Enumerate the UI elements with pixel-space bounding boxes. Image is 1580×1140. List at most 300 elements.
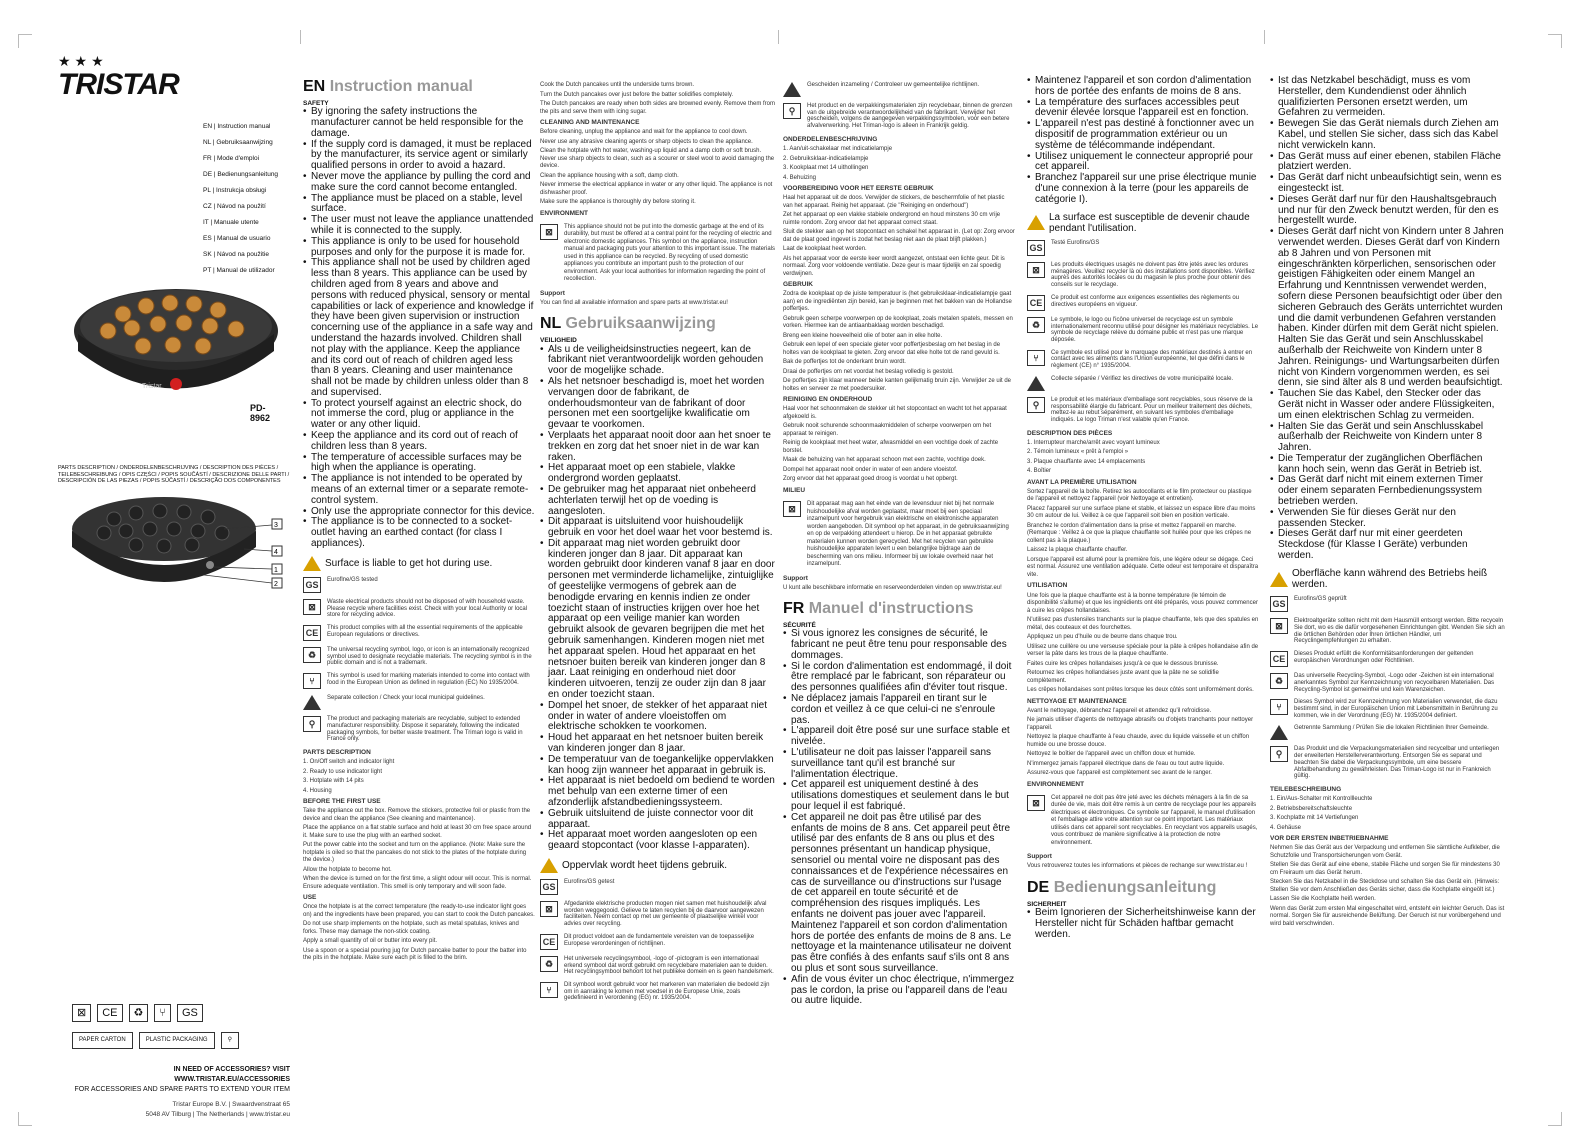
list-item: • Die Temperatur der zugänglichen Oberflächen kann hoch sein, wenn das Gerät in Betrieb ist. — [1270, 454, 1505, 476]
list-item: Sluit de stekker aan op het stopcontact en schakel het apparaat in. (Let op: Zorg ervoor dat de plaat goed ingevet is zodat het beslag niet aan de plaat blijft plakken.) — [783, 229, 1015, 243]
list-item: Clean the appliance housing with a soft, damp cloth. — [540, 172, 679, 179]
list-item: Gebruik geen scherpe voorwerpen op de kookplaat, zoals metalen spatels, messen en vorken. Hiermee kan de antiaanbaklaag worden beschadigd. — [783, 315, 1013, 330]
language-item: DE | Bedienungsanleitung — [203, 171, 279, 179]
product-diagram — [64, 489, 290, 599]
icon-text: Euroflne/GS tested — [327, 576, 378, 583]
plastic-recycle-label: PLASTIC PACKAGING — [139, 1032, 215, 1049]
icon-text: Ce symbole est utilisé pour le marquage des matériaux destinés à entrer en contact avec les aliments dans l'Union européenne, tel que défini dans le règlement (CE) n° 1935/2004. — [1051, 349, 1253, 370]
section-heading — [303, 78, 535, 96]
icon-text: Afgedankte elektrische producten mogen niet samen met huishoudelijk afval worden weggegooid. Gelieve te laten recyclen bij de daarvoor aangewezen faciliteiten. Neem contact op met uw gemeente of plaatselijke winkel voor advies over recycling. — [564, 901, 767, 928]
parts-caption: PARTS DESCRIPTION / ONDERDELENBESCHRIJVING / DESCRIPTION DES PIÈCES / TEILEBESCHREIBUNG / OPIS CZĘŚCI / POPIS SOUČÁSTÍ / DESCRIZIONE DELLE PARTI / DESCRIPCIÓN DE LAS PIEZAS / POPIS SÚČASTÍ / DESCRIÇÃO DOS COMPONENTES — [58, 465, 290, 485]
list-item: When the device is turned on for the first time, a slight odour will occur. This is normal. Ensure adequate ventilation. This smell is only temporary and will soon fade. — [303, 876, 532, 890]
icon-text: This product complies with all the essential requirements of the applicable European regulations or directives. — [327, 625, 523, 638]
list-item: • Das Gerät muss auf einer ebenen, stabilen Fläche platziert werden. — [1270, 152, 1505, 174]
ce-row — [303, 625, 535, 641]
list-item: • Tauchen Sie das Kabel, den Stecker oder das Gerät nicht in Wasser oder andere Flüssigkeiten, um einen elektrischen Schlag zu vermeiden. — [1270, 389, 1505, 421]
list-item: Do not use sharp implements on the hotplate, such as metal spatulas, knives and forks. These may damage the non-stick coating. — [303, 921, 519, 935]
gs-icon: GS — [540, 879, 558, 895]
list-item: • The user must not leave the appliance unattended while it is connected to the supply. — [303, 215, 535, 237]
list-item: • Si le cordon d'alimentation est endommagé, il doit être remplacé par le fabricant, son réparateur ou des personnes qualifiées afin d'éviter tout risque. — [783, 662, 1015, 694]
section-title: Gebruiksaanwijzing — [565, 315, 716, 333]
environment-row — [783, 501, 1015, 569]
language-item: IT | Manuale utente — [203, 219, 259, 227]
list-item: Cook the Dutch pancakes until the underside turns brown. — [540, 82, 695, 88]
list-item: • The appliance is to be connected to a socket-outlet having an earthed contact (for class I appliances). — [303, 517, 535, 549]
list-item: • Never move the appliance by pulling the cord and make sure the cord cannot become entangled. — [303, 172, 535, 194]
hot-surface-icon — [303, 556, 321, 571]
list-item: • The temperature of accessible surfaces may be high when the appliance is operating. — [303, 453, 535, 475]
list-item: • Gebruik uitsluitend de juiste connector voor dit apparaat. — [540, 809, 775, 831]
certification-row — [58, 949, 290, 1119]
language-item: ES | Manual de usuario — [203, 235, 271, 243]
fold-mark — [1264, 30, 1265, 44]
gs-icon: GS — [1027, 240, 1045, 256]
list-item: Stellen Sie das Gerät auf eine ebene, stabile Fläche und sorgen Sie für mindestens 30 cm Freiraum um das Gerät herum. — [1270, 862, 1500, 876]
list-item: Take the appliance out the box. Remove the stickers, protective foil or plastic from the device and clean the appliance (See cleaning and maintenance). — [303, 808, 531, 822]
section-title: Manuel d'instructions — [808, 600, 974, 618]
list-item: Gebruik een lepel of een speciale gieter voor poffertjesbeslag om het beslag in de holtes van de kookplaat te gieten. Zorg ervoor dat elke holte tot de rand gevuld is. — [783, 342, 1001, 356]
list-item: • Beim Ignorieren der Sicherheitshinweise kann der Hersteller nicht für Schäden haftbar gemacht werden. — [1027, 908, 1259, 940]
en-details — [303, 749, 535, 963]
subheading: ENVIRONNEMENT — [1027, 780, 1085, 788]
icon-text: This symbol is used for marking materials intended to come into contact with food in the European Union as defined in regulation (EC) No 1935/2004. — [327, 673, 530, 686]
list-item: • The appliance is not intended to be operated by means of an external timer or a separate remote-control system. — [303, 474, 535, 506]
triman-icon: ⚲ — [783, 103, 801, 119]
hot-surface-icon — [1270, 572, 1288, 587]
food-safe-icon: ⑂ — [154, 1004, 171, 1022]
brand-stars: ★★★ — [58, 53, 108, 69]
warning-text: La surface est susceptible de devenir chaude pendant l'utilisation. — [1049, 211, 1250, 234]
triman-row — [1270, 746, 1505, 780]
list-item: 3. Kochplatte mit 14 Vertiefungen — [1270, 815, 1359, 822]
ce-mark: CE — [97, 1004, 122, 1022]
callout-number: 3 — [274, 522, 278, 529]
paper-recycle-label: PAPER CARTON — [72, 1032, 133, 1049]
weee-icon: ⊠ — [72, 1004, 91, 1022]
subheading: ENVIRONMENT — [540, 209, 589, 217]
fold-mark — [300, 30, 301, 44]
list-item: • Keep the appliance and its cord out of reach of children less than 8 years. — [303, 431, 535, 453]
list-item: Never immerse the electrical appliance in water or any other liquid. The appliance is not dishwasher proof. — [540, 182, 773, 196]
section-heading — [1027, 879, 1259, 897]
callout-number: 1 — [274, 567, 278, 574]
accessories-note — [58, 1065, 290, 1094]
list-item: Nettoyez le boîtier de l'appareil avec un chiffon doux et humide. — [1027, 751, 1196, 758]
triman-row — [783, 103, 1015, 130]
list-item: Lorsque l'appareil est allumé pour la première fois, une légère odeur se dégage. Ceci est normal. Assurez une ventilation adéquate. Cette odeur est temporaire et disparaîtra vite. — [1027, 556, 1259, 578]
triman-icon: ⚲ — [1027, 397, 1045, 413]
list-item: 1. Interrupteur marche/arrêt avec voyant lumineux — [1027, 439, 1160, 446]
french-german-column — [1027, 76, 1259, 1100]
list-item: 1. On/Off switch and indicator light — [303, 759, 395, 766]
support-text: You can find all available information and spare parts at www.tristar.eu! — [540, 299, 728, 306]
language-item: NL | Gebruiksaanwijzing — [203, 139, 273, 147]
list-item: Once the hotplate is at the correct temperature (the ready-to-use indicator light goes on) and the ingredients have been prepared, you can start to cook the Dutch pancakes. — [303, 904, 535, 918]
recycle-row — [1027, 317, 1259, 344]
subheading: PARTS DESCRIPTION — [303, 749, 371, 757]
food-row — [1027, 350, 1259, 370]
list-item: 1. Aan/uit-schakelaar met indicatielampje — [783, 146, 893, 152]
list-item: Ne jamais utiliser d'agents de nettoyage abrasifs ou d'objets tranchants pour nettoyer l'appareil. — [1027, 717, 1254, 731]
food-safe-icon: ⑂ — [1270, 699, 1288, 715]
icon-text: Separate collection / Check your local municipal guidelines. — [327, 695, 485, 702]
list-item: Draai de poffertjes om net voordat het beslag volledig is gestold. — [783, 368, 954, 375]
ce-icon: CE — [1027, 295, 1045, 311]
food-safe-icon: ⑂ — [540, 982, 558, 998]
crop-mark — [1548, 1112, 1562, 1126]
subheading: AVANT LA PREMIÈRE UTILISATION — [1027, 478, 1137, 486]
list-item: • Maintenez l'appareil et son cordon d'alimentation hors de portée des enfants de moins de 8 ans. — [1027, 76, 1259, 98]
safety-list — [303, 107, 535, 550]
gs-row — [1270, 596, 1505, 612]
language-code: FR — [783, 600, 805, 618]
list-item: N'immergez jamais l'appareil électrique dans de l'eau ou tout autre liquide. — [1027, 760, 1225, 767]
list-item: • Het apparaat moet op een stabiele, vlakke ondergrond worden geplaatst. — [540, 463, 775, 485]
icon-text: Het universele recyclingsymbool, -logo of -pictogram is een internationaal erkend symbool dat wordt gebruikt om recyclebare materialen aan te duiden. Het recyclingsymbool behoort tot het publieke domein en is geen handelsmerk. — [564, 955, 774, 976]
subheading: REINIGING EN ONDERHOUD — [783, 396, 873, 404]
list-item: • Het apparaat is niet bedoeld om bediend te worden met behulp van een externe timer of een afzonderlijk afstandbedieningssysteem. — [540, 776, 775, 808]
icon-text: Dit product voldoet aan de fundamentele vereisten van de toepasselijke Europese verordeningen of richtlijnen. — [564, 933, 755, 947]
subheading: SICHERHEIT — [1027, 900, 1067, 908]
list-item: 4. Boîtier — [1027, 468, 1052, 475]
list-item: Place the appliance on a flat stable surface and hold at least 30 cm free space around it. Make sure to use the plug with an earthed socket. — [303, 825, 532, 839]
support-text: Vous retrouverez toutes les informations et pièces de rechange sur www.tristar.eu ! — [1027, 863, 1248, 870]
icon-text: Le symbole, le logo ou l'icône universel de recyclage est un symbole internationalement reconnu utilisé pour désigner les matériaux recyclables. Le symbole de recyclage relève du domaine public et n'est pas une marque déposée. — [1051, 316, 1259, 343]
list-item: 4. Gehäuse — [1270, 824, 1302, 831]
language-code: DE — [1027, 878, 1050, 896]
recycle-row — [540, 956, 775, 976]
ce-icon: CE — [540, 934, 558, 950]
separate-row — [783, 82, 1015, 97]
icon-text: Das universelle Recycling-Symbol, -Logo oder -Zeichen ist ein international anerkanntes Symbol zur Kennzeichnung von recycelbaren Materialien. Das Recycling-Symbol ist gemeinfrei und kein Warenzeichen. — [1294, 673, 1495, 693]
list-item: Stecken Sie das Netzkabel in die Steckdose und schalten Sie das Gerät ein. (Hinweis: Stellen Sie vor dem Anschließen des Geräts sicher, dass die Kochplatte eingeölt ist.) — [1270, 879, 1500, 893]
ce-row — [540, 934, 775, 950]
accessories-link[interactable]: WWW.TRISTAR.EU/ACCESSORIES — [174, 1075, 290, 1083]
cover-column — [58, 53, 290, 1118]
nl-details — [783, 136, 1015, 592]
list-item: • L'utilisateur ne doit pas laisser l'appareil sans surveillance tant qu'il est branché sur l'alimentation électrique. — [783, 748, 1015, 780]
english-dutch-column — [540, 80, 775, 1100]
list-item: Sortez l'appareil de la boîte. Retirez les autocollants et le film protecteur ou plastique de l'appareil et nettoyez l'appareil (voir Nettoyage et entretien). — [1027, 488, 1252, 503]
ce-icon: CE — [1270, 651, 1288, 667]
triman-icon: ⚲ — [303, 716, 321, 732]
separate-collection-icon — [1270, 725, 1288, 740]
gs-icon: GS — [303, 577, 321, 593]
food-safe-icon: ⑂ — [1027, 350, 1045, 366]
en-continued — [540, 82, 775, 307]
ce-row — [1027, 295, 1259, 311]
list-item: • Halten Sie das Gerät und sein Anschlusskabel außerhalb der Reichweite von Kindern unter 8 Jahren. — [1270, 422, 1505, 454]
list-item: 2. Ready to use indicator light — [303, 768, 383, 775]
list-item: Apply a small quantity of oil or butter into every pit. — [303, 938, 438, 945]
dutch-french-column — [783, 76, 1015, 1100]
german-column — [1270, 76, 1505, 1100]
hot-surface-icon — [1027, 215, 1045, 230]
crop-mark — [18, 1112, 32, 1126]
list-item: • Dieses Gerät darf nur für den Haushaltsgebrauch und nur für den Zweck benutzt werden, für den es hergestellt wurde. — [1270, 195, 1505, 227]
subheading: VOR DER ERSTEN INBETRIEBNAHME — [1270, 835, 1389, 843]
warning-text: Oppervlak wordt heet tijdens gebruik. — [562, 859, 728, 871]
hot-surface-icon — [540, 858, 558, 873]
list-item: • Only use the appropriate connector for this device. — [303, 507, 535, 518]
list-item: Wenn das Gerät zum ersten Mal eingeschaltet wird, entsteht ein leichter Geruch. Das ist normal. Sorgen Sie für ausreichende Belüftung. Der Geruch ist nur vorübergehend und wird bald verschwinden. — [1270, 905, 1505, 927]
icon-text: Dieses Produkt erfüllt die Konformitätsanforderungen der geltenden europäischen Verordnungen oder Richtlinien. — [1294, 651, 1474, 664]
list-item: Before cleaning, unplug the appliance and wait for the appliance to cool down. — [540, 129, 748, 136]
gs-row — [1027, 240, 1259, 256]
icon-text: Das Produkt und die Verpackungsmaterialien sind recycelbar und unterliegen der erweiterten Herstellerverantwortung. Entsorgen Sie es separat und beachten Sie dabei die Verpackungssymbole, um eine bessere Abfallbehandlung zu gewährleisten. Das Triman-Logo ist nur in Frankreich gültig. — [1294, 746, 1500, 780]
language-item: PT | Manual de utilizador — [203, 267, 275, 275]
subheading: VEILIGHEID — [540, 337, 577, 345]
triman-icon: ⚲ — [1270, 746, 1288, 762]
section-title: Bedienungsanleitung — [1053, 878, 1217, 896]
icon-text: Collecte séparée / Vérifiez les directives de votre municipalité locale. — [1051, 375, 1234, 382]
recycle-icon: ♻ — [303, 647, 321, 663]
list-item: Haal het apparaat uit de doos. Verwijder de stickers, de beschermfolie of het plastic van het apparaat. Reinig het apparaat. (zie "Reiniging en onderhoud") — [783, 195, 1005, 209]
subheading: Support — [783, 574, 808, 582]
food-safe-icon: ⑂ — [303, 673, 321, 689]
list-item: • If the supply cord is damaged, it must be replaced by the manufacturer, its service agent or similarly qualified persons in order to avoid a hazard. — [303, 140, 535, 172]
list-item: • Dieses Gerät darf nicht von Kindern unter 8 Jahren verwendet werden. Dieses Gerät darf von Kindern ab 8 Jahren und von Personen mit eingeschränkten körperlichen, sensorischen oder geistigen Fähigkeiten oder einem Mangel an Erfahrung und Kenntnissen verwendet werden, sofern diese Personen beaufsichtigt oder über den sicheren Gebrauch des Geräts unterrichtet wurden und die damit verbundenen Gefahren verstanden haben. Kinder dürfen mit dem Gerät nicht spielen. Halten Sie das Gerät und sein Anschlusskabel außerhalb der Reichweite von Kindern unter 8 Jahren. Reinigungs- und Wartungsarbeiten dürfen nicht von Kindern vorgenommen werden, es sei denn, sie sind älter als 8 und werden beaufsichtigt. — [1270, 227, 1505, 389]
list-item: De poffertjes zijn klaar wanneer beide kanten gelijkmatig bruin zijn. Verwijder ze uit de holtes en serveer ze met poedersuiker. — [783, 378, 1012, 392]
list-item: Dompel het apparaat nooit onder in water of een andere vloeistof. — [783, 466, 958, 473]
callout-number: 2 — [274, 581, 278, 588]
list-item: • Dompel het snoer, de stekker of het apparaat niet onder in water of andere vloeistoffen om elektrische schokken te voorkomen. — [540, 701, 775, 733]
list-item: Breng een kleine hoeveelheid olie of boter aan in elke holte. — [783, 332, 943, 339]
weee-icon: ⊠ — [783, 501, 801, 517]
safety-list — [1027, 76, 1259, 206]
icon-text: Dieses Symbol wird zur Kennzeichnung von Materialien verwendet, die dazu bestimmt sind, in der Europäischen Union mit Lebensmitteln in Berührung zu kommen, wie in der Verordnung (EG) Nr. 1935/2004 definiert. — [1294, 699, 1498, 719]
callout-number: 4 — [274, 549, 278, 556]
list-item: Avant le nettoyage, débranchez l'appareil et attendez qu'il refroidisse. — [1027, 707, 1212, 714]
list-item: • Utilisez uniquement le connecteur approprié pour cet appareil. — [1027, 152, 1259, 174]
list-item: Appliquez un peu d'huile ou de beurre dans chaque trou. — [1027, 634, 1178, 641]
list-item: Zodra de kookplaat op de juiste temperatuur is (het gebruiksklaar-indicatielampje gaat aan) en de ingrediënten zijn bereid, kan je beginnen met het bakken van de Hollandse poffertjes. — [783, 291, 1012, 313]
list-item: • By ignoring the safety instructions the manufacturer cannot be held responsible for the damage. — [303, 107, 535, 139]
subheading: NETTOYAGE ET MAINTENANCE — [1027, 697, 1127, 705]
list-item: • This appliance is only to be used for household purposes and only for the purpose it is made for. — [303, 237, 535, 259]
list-item: • Cet appareil ne doit pas être utilisé par des enfants de moins de 8 ans. Cet appareil peut être utilisé par des enfants de 8 ans ou plus et des personnes présentant un handicap physique, sensoriel ou mental voire ne disposant pas des connaissances et de l'expérience nécessaires en cas de surveillance ou d'instructions sur l'usage de cet appareil en toute sécurité et de compréhension des risques impliqués. Les enfants ne doivent pas jouer avec l'appareil. Maintenez l'appareil et son cordon d'alimentation hors de portée des enfants de moins de 8 ans. Le nettoyage et la maintenance utilisateur ne doivent pas être confiés à des enfants sauf s'ils ont 8 ans ou plus et sont sous surveillance. — [783, 813, 1015, 975]
subheading: BEFORE THE FIRST USE — [303, 798, 381, 806]
subheading: SÉCURITÉ — [783, 622, 816, 630]
icon-text: Getrennte Sammlung / Prüfen Sie die lokalen Richtlinien Ihrer Gemeinde. — [1294, 725, 1489, 732]
icon-text: The product and packaging materials are recyclable, subject to extended manufacturer responsibility. Dispose it separately, following the indicated packaging symbols, for better waste treatment. The Triman logo is valid in France only. — [327, 716, 523, 743]
list-item: • Si vous ignorez les consignes de sécurité, le fabricant ne peut être tenu pour responsable des dommages. — [783, 629, 1015, 661]
weee-row — [1270, 618, 1505, 645]
recycle-icon: ♻ — [129, 1004, 149, 1022]
weee-icon: ⊠ — [1270, 618, 1288, 634]
icon-text: Testé Eurofins/GS — [1051, 239, 1100, 246]
list-item: Laissez la plaque chauffante chauffer. — [1027, 547, 1128, 554]
list-item: • Branchez l'appareil sur une prise électrique munie d'une connexion à la terre (pour les appareils de catégorie I). — [1027, 173, 1259, 205]
section-heading — [540, 315, 775, 333]
hot-surface-warning — [1270, 568, 1505, 590]
language-item: CZ | Návod na použití — [203, 203, 266, 211]
recycle-icon: ♻ — [1270, 673, 1288, 689]
list-item: Bak de poffertjes tot de onderkant bruin wordt. — [783, 359, 906, 366]
icon-text: Ce produit est conforme aux exigences essentielles des règlements ou directives européens en vigueur. — [1051, 294, 1240, 308]
list-item: • Als u de veiligheidsinstructies negeert, kan de fabrikant niet verantwoordelijk worden gehouden voor de mogelijke schade. — [540, 345, 775, 377]
triman-row — [303, 716, 535, 743]
weee-row — [1027, 262, 1259, 289]
triman-row — [1027, 397, 1259, 424]
list-item: • Das Gerät darf nicht mit einem externen Timer oder einem separaten Fernbedienungssystem betrieben werden. — [1270, 475, 1505, 507]
safety-list — [540, 345, 775, 852]
list-item: Une fois que la plaque chauffante est à la bonne température (le témoin de disponibilité s'allume) et que les ingrédients ont été préparés, vous pouvez commencer à cuire les crêpes hollandaises. — [1027, 592, 1258, 614]
list-item: The Dutch pancakes are ready when both sides are browned evenly. Remove them from the pits and serve them with icing sugar. — [540, 101, 776, 115]
subheading: MILIEU — [783, 486, 806, 494]
separate-row — [1270, 725, 1505, 740]
gs-icon: GS — [1270, 596, 1288, 612]
food-row — [303, 673, 535, 689]
language-list — [203, 119, 290, 279]
recycle-row — [303, 647, 535, 667]
list-item: Zorg ervoor dat het apparaat goed droog is voordat u het opbergt. — [783, 476, 958, 483]
section-heading — [783, 600, 1015, 618]
list-item: Als het apparaat voor de eerste keer wordt aangezet, ontstaat een lichte geur. Dit is normaal. Zorg voor voldoende ventilatie. Deze geur is maar tijdelijk en zal spoedig verdwijnen. — [783, 255, 1005, 277]
list-item: • Afin de vous éviter un choc électrique, n'immergez pas le cordon, la prise ou l'appareil dans de l'eau ou autre liquide. — [783, 975, 1015, 1007]
crop-mark — [1548, 34, 1562, 48]
list-item: Placez l'appareil sur une surface plane et stable, et laissez un espace libre d'au moins 30 cm autour de lui. Veillez à ce que l'appareil soit bien en position verticale. — [1027, 505, 1256, 520]
subheading: UTILISATION — [1027, 582, 1068, 590]
list-item: Maak de behuizing van het apparaat schoon met een zachte, vochtige doek. — [783, 457, 986, 464]
subheading: VOORBEREIDING VOOR HET EERSTE GEBRUIK — [783, 185, 934, 192]
safety-list — [1270, 76, 1505, 562]
warning-text: Oberfläche kann während des Betriebs heiß werden. — [1292, 567, 1488, 591]
list-item: 3. Plaque chauffante avec 14 emplacements — [1027, 458, 1146, 465]
weee-icon: ⊠ — [540, 901, 558, 917]
list-item: • Dit apparaat mag niet worden gebruikt door kinderen jonger dan 8 jaar. Dit apparaat kan worden gebruikt door kinderen vanaf 8 jaar en door personen met verminderde lichamelijke, zintuiglijke of geestelijke vermogens of gebrek aan de benodigde ervaring en kennis indien ze onder toezicht staan of instructies krijgen over hoe het apparaat op een veilige manier kan worden gebruikt alsook de gevaren begrijpen die met het gebruik samenhangen. Kinderen mogen niet met het apparaat spelen. Houd het apparaat en het netsnoer buiten bereik van kinderen jonger dan 8 jaar. Laat reiniging en onderhoud niet door kinderen uitvoeren, tenzij ze ouder zijn dan 8 jaar en onder toezicht staan. — [540, 539, 775, 701]
list-item: • Das Gerät darf nicht unbeaufsichtigt sein, wenn es eingesteckt ist. — [1270, 173, 1505, 195]
accessories-line: FOR ACCESSORIES AND SPARE PARTS TO EXTEND YOUR ITEM — [74, 1085, 290, 1093]
list-item: Reinig de kookplaat met heet water, afwasmiddel en een vochtige doek of zachte borstel. — [783, 440, 999, 454]
icon-text: Le produit et les matériaux d'emballage sont recyclables, sous réserve de la responsabilité élargie du fabricant. Pour un meilleur traitement des déchets, mettez-le au rebut séparément, en suivant les symboles d'emballage indiqués. Le logo Triman n'est valable qu'en France. — [1051, 396, 1253, 423]
gs-row — [540, 879, 775, 895]
ce-row — [1270, 651, 1505, 667]
english-column — [303, 76, 535, 1100]
list-item: • L'appareil doit être posé sur une surface stable et nivelée. — [783, 726, 1015, 748]
list-item: Gebruik nooit schurende schoonmaakmiddelen of scherpe voorwerpen om het apparaat te reinigen. — [783, 423, 992, 437]
list-item: Retournez les crêpes hollandaises juste avant que la pâte ne se solidifie complètement. — [1027, 670, 1219, 684]
subheading: USE — [303, 894, 317, 902]
list-item: 2. Témoin lumineux « prêt à l'emploi » — [1027, 449, 1129, 456]
list-item: • Verplaats het apparaat nooit door aan het snoer te trekken en zorg dat het snoer niet in de war kan raken. — [540, 431, 775, 463]
list-item: Haal voor het schoonmaken de stekker uit het stopcontact en wacht tot het apparaat afgekoeld is. — [783, 406, 1007, 420]
icon-text: Eurofins/GS geprüft — [1294, 596, 1347, 603]
icon-text: Waste electrical products should not be disposed of with household waste. Please recycle where facilities exist. Check with your local Authority or local store for recycling advice. — [327, 598, 528, 619]
list-item: • De temperatuur van de toegankelijke oppervlakken kan hoog zijn wanneer het apparaat in gebruik is. — [540, 755, 775, 777]
weee-row — [540, 901, 775, 928]
separate-collection-icon — [303, 695, 321, 710]
brand-logo: TRISTAR — [58, 67, 179, 101]
list-item: • Dieses Gerät darf nur mit einer geerdeten Steckdose (für Klasse I Geräte) verbunden werden. — [1270, 529, 1505, 561]
list-item: Les crêpes hollandaises sont prêtes lorsque les deux côtés sont uniformément dorés. — [1027, 687, 1254, 694]
list-item: Put the power cable into the socket and turn on the appliance. (Note: Make sure the hotplate is oiled so that the pancakes do not stick to the plates of the hotplate during the device.) — [303, 842, 527, 864]
model-number: PD-8962 — [250, 403, 271, 424]
list-item: • To protect yourself against an electric shock, do not immerse the cord, plug or appliance in the water or any other liquid. — [303, 399, 535, 431]
subheading: DESCRIPTION DES PIÈCES — [1027, 429, 1113, 437]
list-item: Assurez-vous que l'appareil est complètement sec avant de le ranger. — [1027, 770, 1212, 777]
list-item: Use a spoon or a special pouring jug for Dutch pancake batter to pour the batter into the pits in the hotplate. Make sure each pit is filled to the brim. — [303, 947, 527, 962]
icon-text: Elektroaltgeräte sollten nicht mit dem Hausmüll entsorgt werden. Bitte recyceln Sie dort, wo es die dafür vorgesehenen Einrichtungen gibt. Wenden Sie sich an die örtlichen Behörden oder Ihren örtlichen Händler, um Recyclingempfehlungen zu erhalten. — [1294, 618, 1505, 645]
list-item: Clean the hotplate with hot water, washing-up liquid and a damp cloth or soft brush. Never use sharp objects to clean, such as a scourer or steel wool to avoid damaging the device. — [540, 148, 775, 170]
list-item: 4. Behuizing — [783, 174, 817, 181]
list-item: 4. Housing — [303, 787, 332, 794]
list-item: • Houd het apparaat en het netsnoer buiten bereik van kinderen jonger dan 8 jaar. — [540, 733, 775, 755]
weee-icon: ⊠ — [1027, 262, 1045, 278]
recycle-icon: ♻ — [540, 956, 558, 972]
list-item: Allow the hotplate to become hot. — [303, 866, 392, 873]
list-item: Turn the Dutch pancakes over just before the batter solidifies completely. — [540, 91, 734, 98]
list-item: 1. Ein/Aus-Schalter mit Kontrollleuchte — [1270, 796, 1373, 803]
list-item: Faites cuire les crêpes hollandaises jusqu'à ce que le dessous brunisse. — [1027, 660, 1219, 667]
hot-surface-warning — [540, 858, 775, 873]
separate-row — [1027, 376, 1259, 391]
hot-surface-warning — [303, 556, 535, 571]
icon-text: Eurofins/GS getest — [564, 879, 615, 885]
fold-mark — [778, 30, 779, 44]
company-address — [58, 1100, 290, 1118]
list-item: • This appliance shall not be used by children aged less than 8 years. This appliance can be used by children aged from 8 years and above and persons with reduced physical, sensory or mental capabilities or lack of experience and knowledge if they have been given supervision or instruction concerning use of the appliance in a safe way and understand the hazards involved. Children shall not play with the appliance. Keep the appliance and its cord out of reach of children aged less than 8 years. Cleaning and user maintenance shall not be made by children unless older than 8 and supervised. — [303, 258, 535, 398]
list-item: • Het apparaat moet worden aangesloten op een geaard stopcontact (voor klasse I-apparaten). — [540, 830, 775, 852]
list-item: Zet het apparaat op een vlakke stabiele ondergrond en houd minstens 30 cm vrije ruimte rondom. Zorg ervoor dat het apparaat correct staat. — [783, 212, 1001, 226]
list-item: • La température des surfaces accessibles peut devenir élevée lorsque l'appareil est en fonction. — [1027, 98, 1259, 120]
safety-list — [1027, 908, 1259, 940]
list-item: • Bewegen Sie das Gerät niemals durch Ziehen am Kabel, und stellen Sie sicher, dass sich das Kabel nicht verwickeln kann. — [1270, 119, 1505, 151]
subheading: CLEANING AND MAINTENANCE — [540, 119, 640, 126]
list-item: 2. Gebruiksklaar-indicatielampje — [783, 155, 869, 162]
list-item: 3. Kookplaat met 14 uithollingen — [783, 165, 869, 171]
language-code: NL — [540, 315, 562, 333]
gs-mark: GS — [177, 1004, 203, 1022]
separate-collection-icon — [1027, 376, 1045, 391]
weee-row — [303, 599, 535, 619]
food-row — [1270, 699, 1505, 719]
icon-text: Gescheiden inzameling / Controleer uw gemeentelijke richtlijnen. — [807, 82, 980, 88]
subheading: SAFETY — [303, 99, 329, 107]
food-row — [540, 982, 775, 1002]
ce-icon: CE — [303, 625, 321, 641]
separate-collection-icon — [783, 82, 801, 97]
language-code: EN — [303, 78, 326, 95]
recycle-icon: ♻ — [1027, 317, 1045, 333]
list-item: Laat de kookplaat heet worden. — [783, 246, 867, 253]
weee-icon: ⊠ — [303, 599, 321, 615]
icon-text: Cet appareil ne doit pas être jeté avec les déchets ménagers à la fin de sa durée de vie, mais doit être remis à un centre de recyclage pour les appareils électriques et électroniques. Ce symbole sur l'appareil, le manuel d'utilisation et l'emballage attire votre attention sur ce point important. Les matériaux utilisés dans cet appareil sont recyclables. En recyclant vos appareils usagés, vous contribuez de manière significative à la protection de notre environnement. — [1051, 794, 1258, 846]
gs-row — [303, 577, 535, 593]
list-item: • Verwenden Sie für dieses Gerät nur den passenden Stecker. — [1270, 508, 1505, 530]
environment-row — [1027, 795, 1259, 848]
list-item: • Cet appareil est uniquement destiné à des utilisations domestiques et seulement dans le but pour lequel il est fabriqué. — [783, 780, 1015, 812]
subheading: ONDERDELENBESCHRIJVING — [783, 135, 878, 143]
de-details — [1270, 786, 1505, 928]
list-item: • De gebruiker mag het apparaat niet onbeheerd achterlaten terwijl het op de voeding is aangesloten. — [540, 485, 775, 517]
language-item: PL | Instrukcja obsługi — [203, 187, 267, 195]
device-label: Tristar — [142, 383, 162, 390]
address-line: 5048 AV Tilburg | The Netherlands | www.tristar.eu — [145, 1110, 290, 1118]
subheading: Support — [1027, 853, 1052, 861]
weee-icon: ⊠ — [540, 224, 558, 240]
list-item: Nehmen Sie das Gerät aus der Verpackung und entfernen Sie sämtliche Aufkleber, die Schutzfolie und Transportsicherungen vom Gerät. — [1270, 845, 1500, 859]
list-item: • Ne déplacez jamais l'appareil en tirant sur le cordon et veillez à ce que celui-ci ne s'enroule pas. — [783, 694, 1015, 726]
list-item: Make sure the appliance is thoroughly dry before storing it. — [540, 199, 696, 206]
hot-surface-warning — [1027, 212, 1259, 234]
icon-text: Het product en de verpakkingsmaterialen zijn recyclebaar, binnen de grenzen van de uitgebreide verantwoordelijkheid van de fabrikant. Verwijder het gescheiden, volgens de aangegeven verpakkingssymbolen, voor een betere afvalverwerking. Het Triman-logo is alleen in Frankrijk geldig. — [807, 103, 1013, 130]
recycle-row — [1270, 673, 1505, 693]
list-item: N'utilisez pas d'ustensiles tranchants sur la plaque chauffante, tels que des spatules en métal, des couteaux et des fourchettes. — [1027, 617, 1259, 631]
crop-mark — [18, 34, 32, 48]
weee-icon: ⊠ — [1027, 795, 1045, 811]
triman-icon: ⚲ — [221, 1032, 239, 1049]
